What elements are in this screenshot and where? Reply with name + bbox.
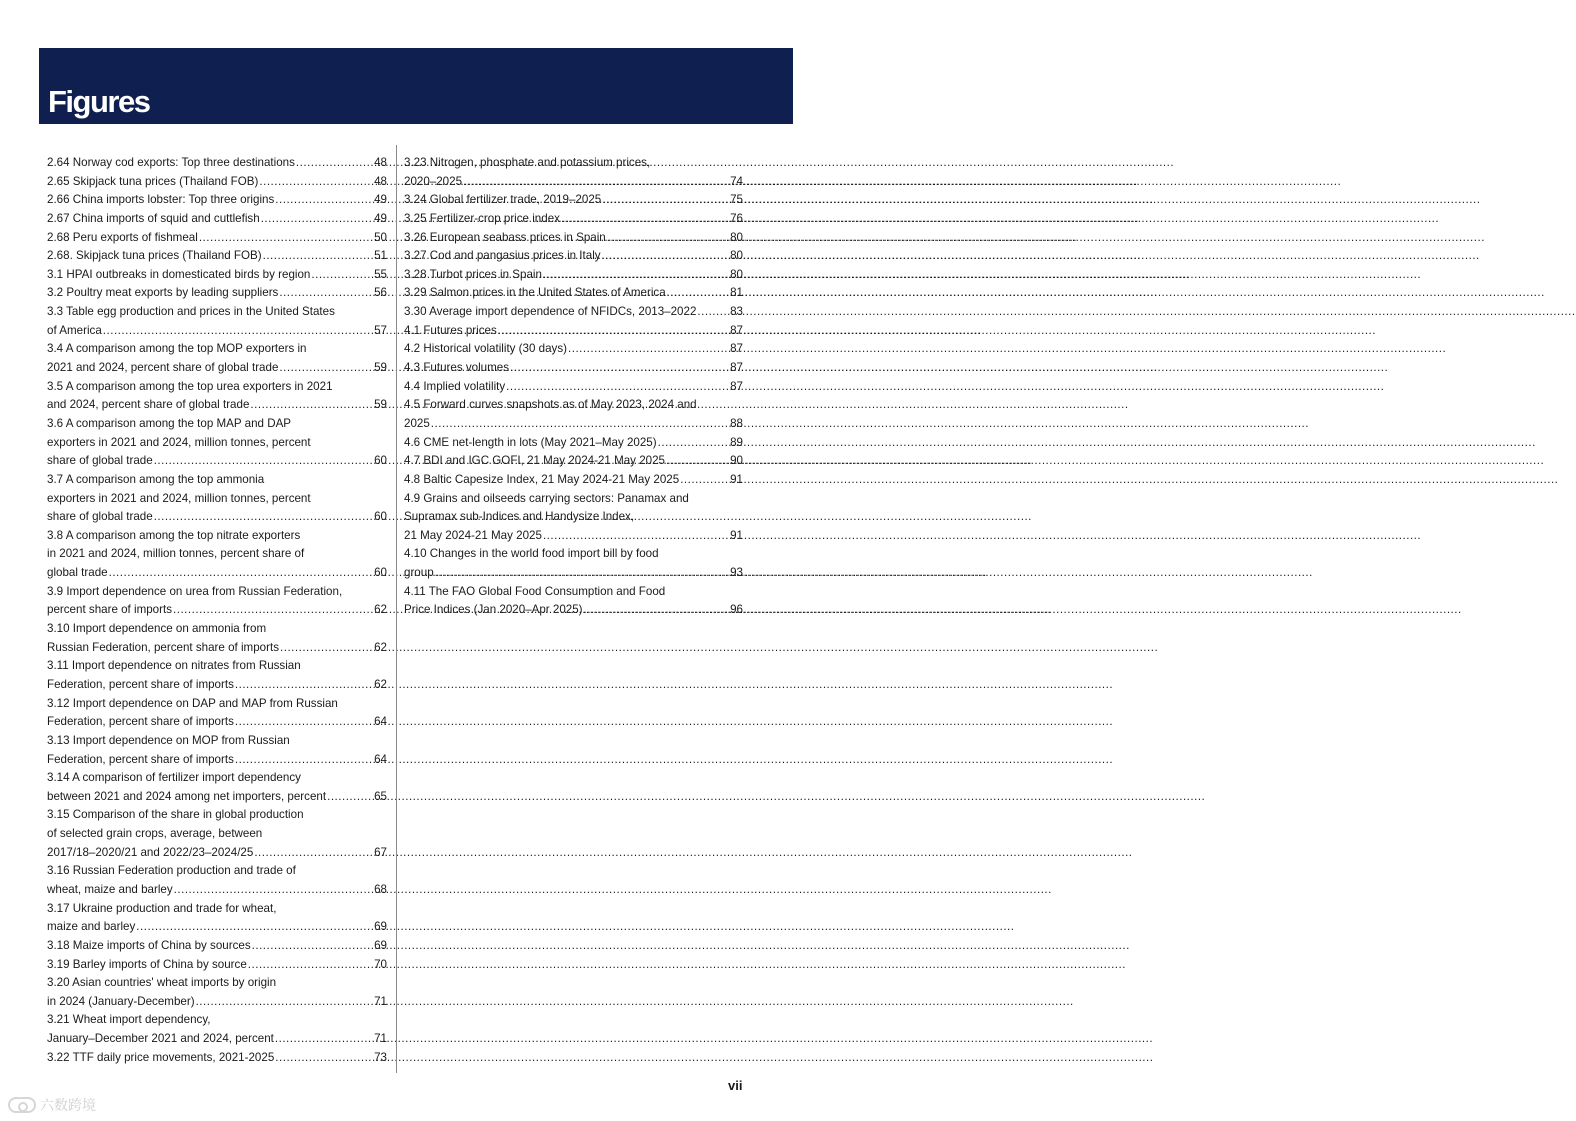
toc-page-number: 67 [374, 845, 387, 859]
toc-entry-line [47, 844, 387, 863]
watermark [8, 1095, 96, 1115]
dot-leader [280, 639, 373, 658]
toc-page-number: 65 [374, 789, 387, 803]
toc-entry-line [47, 545, 387, 564]
toc-entry[interactable] [404, 322, 743, 341]
page-number: vii [728, 1078, 743, 1093]
toc-entry-line [404, 303, 743, 322]
toc-entry-line [404, 191, 743, 210]
dot-leader [506, 378, 729, 397]
dot-leader [275, 1049, 373, 1068]
page-title: Figures [48, 84, 150, 119]
toc-entry-title: 3.7 A comparison among the top ammonia [47, 472, 265, 486]
toc-entry-line [47, 620, 387, 639]
toc-entry-title: 3.18 Maize imports of China by sources [47, 938, 251, 952]
toc-entry-line [47, 695, 387, 714]
toc-page-number: 80 [730, 267, 743, 281]
toc-entry-line [47, 956, 387, 975]
toc-entry-line [404, 266, 743, 285]
toc-entry-title: 3.9 Import dependence on urea from Russian Federation, [47, 584, 343, 598]
toc-entry-line [404, 173, 743, 192]
dot-leader [174, 881, 373, 900]
toc-page-number: 69 [374, 920, 387, 934]
dot-leader [327, 788, 373, 807]
toc-entry-line [404, 508, 743, 527]
dot-leader [658, 434, 729, 453]
toc-entry[interactable] [404, 359, 743, 378]
toc-entry-title: 3.27 Cod and pangasius prices in Italy [404, 249, 601, 263]
toc-page-number: 87 [730, 379, 743, 393]
toc-page-number: 48 [374, 156, 387, 169]
toc-page-number: 87 [730, 361, 743, 375]
toc-entry-line [47, 229, 387, 248]
toc-entry-title: share of global trade [47, 510, 153, 524]
toc-entry-title: 3.6 A comparison among the top MAP and DAP [47, 416, 292, 430]
toc-left-column [47, 154, 387, 1067]
dot-leader [235, 676, 373, 695]
dot-leader [103, 322, 373, 341]
toc-entry[interactable] [404, 229, 743, 248]
dot-leader [173, 601, 373, 620]
toc-entry-title: 2025 [404, 416, 430, 430]
toc-entry-line [404, 340, 743, 359]
toc-entry-line [404, 322, 743, 341]
toc-entry[interactable] [404, 471, 743, 490]
toc-page-number: 62 [374, 640, 387, 654]
toc-entry-line [47, 452, 387, 471]
toc-entry[interactable] [47, 527, 387, 583]
toc-entry-title: maize and barley [47, 920, 136, 934]
toc-page-number: 87 [730, 323, 743, 337]
toc-page-number: 74 [730, 174, 743, 188]
watermark-text: 六数跨境 [40, 1097, 96, 1113]
toc-entry[interactable] [404, 583, 743, 620]
toc-entry[interactable] [404, 210, 743, 229]
dot-leader [154, 452, 373, 471]
toc-entry-line [404, 545, 743, 564]
toc-entry[interactable] [47, 583, 387, 620]
toc-entry-title: 3.16 Russian Federation production and trade of [47, 864, 296, 878]
toc-entry-title: 3.25 Fertilizer-crop price index [404, 211, 560, 225]
dot-leader [666, 452, 729, 471]
dot-leader [196, 993, 374, 1012]
toc-entry[interactable] [47, 266, 387, 285]
toc-entry-title: 3.17 Ukraine production and trade for wheat, [47, 901, 277, 915]
toc-entry-title: 3.20 Asian countries' wheat imports by origin [47, 976, 277, 990]
toc-entry-line [404, 527, 743, 546]
toc-entry-title: 2.68. Skipjack tuna prices (Thailand FOB) [47, 249, 262, 263]
toc-entry-line [404, 490, 743, 509]
toc-page-number: 83 [730, 305, 743, 319]
dot-leader [279, 284, 373, 303]
toc-entry[interactable] [47, 974, 387, 1011]
toc-page-number: 59 [374, 361, 387, 375]
toc-entry-line [47, 396, 387, 415]
toc-entry-line [47, 359, 387, 378]
toc-page-number: 64 [374, 752, 387, 766]
toc-page-number: 62 [374, 603, 387, 617]
dot-leader [498, 322, 729, 341]
toc-entry[interactable] [47, 1049, 387, 1068]
toc-entry-line [47, 806, 387, 825]
toc-page-number: 70 [374, 957, 387, 971]
toc-entry-title: 4.7 BDI and IGC GOFI, 21 May 2024-21 May 2025 [404, 454, 665, 468]
dot-leader [568, 340, 729, 359]
toc-page-number: 76 [730, 211, 743, 225]
toc-entry-line [47, 173, 387, 192]
toc-entry[interactable] [404, 191, 743, 210]
toc-entry-title: 3.4 A comparison among the top MOP exporters in [47, 342, 307, 356]
toc-entry[interactable] [47, 173, 387, 192]
dot-leader [584, 601, 730, 620]
dot-leader [602, 191, 729, 210]
toc-entry-title: 3.1 HPAI outbreaks in domesticated birds by region [47, 267, 311, 281]
toc-entry-title: 3.23 Nitrogen, phosphate and potassium prices, [404, 156, 651, 169]
toc-entry-line [404, 434, 743, 453]
dot-leader [154, 508, 373, 527]
toc-page-number: 50 [374, 230, 387, 244]
toc-entry-line [47, 378, 387, 397]
toc-entry-title: exporters in 2021 and 2024, million tonnes, percent [47, 491, 311, 505]
toc-entry-title: 3.5 A comparison among the top urea exporters in 2021 [47, 379, 333, 393]
toc-page-number: 64 [374, 715, 387, 729]
toc-entry[interactable] [404, 452, 743, 471]
toc-entry-line [47, 471, 387, 490]
toc-entry-line [404, 210, 743, 229]
toc-page-number: 96 [730, 603, 743, 617]
toc-entry-line [404, 284, 743, 303]
toc-entry-line [47, 881, 387, 900]
toc-entry[interactable] [47, 340, 387, 377]
toc-entry-line [47, 601, 387, 620]
toc-page-number: 75 [730, 193, 743, 207]
dot-leader [275, 191, 373, 210]
toc-entry-title: 3.12 Import dependence on DAP and MAP from Russian [47, 696, 338, 710]
dot-leader [311, 266, 373, 285]
toc-entry-title: 2017/18–2020/21 and 2022/23–2024/25 [47, 845, 254, 859]
toc-entry-line [47, 900, 387, 919]
toc-page-number: 88 [730, 416, 743, 430]
header-banner [39, 48, 793, 124]
toc-entry[interactable] [47, 732, 387, 769]
toc-entry-line [47, 340, 387, 359]
watermark-logo-icon [8, 1097, 36, 1113]
toc-entry[interactable] [47, 303, 387, 340]
toc-entry[interactable] [404, 247, 743, 266]
toc-entry-title: 2.66 China imports lobster: Top three origins [47, 193, 275, 207]
toc-entry-line [404, 154, 743, 173]
toc-entry-line [404, 247, 743, 266]
toc-entry-line [404, 378, 743, 397]
toc-entry-title: 4.10 Changes in the world food import bill by food [404, 547, 659, 561]
toc-entry-title: 3.8 A comparison among the top nitrate exporters [47, 528, 301, 542]
toc-entry[interactable] [404, 340, 743, 359]
toc-entry-title: 3.15 Comparison of the share in global production [47, 808, 304, 822]
toc-entry-line [404, 396, 743, 415]
toc-entry-line [404, 564, 743, 583]
toc-entry-line [47, 1030, 387, 1049]
toc-entry-title: 2.65 Skipjack tuna prices (Thailand FOB) [47, 174, 259, 188]
toc-entry-line [404, 415, 743, 434]
toc-entry-title: 3.11 Import dependence on nitrates from Russian [47, 659, 301, 673]
toc-entry-line [47, 303, 387, 322]
toc-entry-line [47, 862, 387, 881]
toc-entry-title: 2021 and 2024, percent share of global trade [47, 361, 279, 375]
toc-entry-title: 3.3 Table egg production and prices in the United States [47, 305, 335, 319]
toc-entry-title: 4.2 Historical volatility (30 days) [404, 342, 568, 356]
toc-page-number: 80 [730, 249, 743, 263]
toc-entry[interactable] [47, 471, 387, 527]
toc-entry-title: percent share of imports [47, 603, 173, 617]
toc-entry-title: 3.13 Import dependence on MOP from Russian [47, 733, 290, 747]
toc-entry-title: 4.11 The FAO Global Food Consumption and Food [404, 584, 666, 598]
toc-entry-line [47, 657, 387, 676]
toc-entry[interactable] [47, 937, 387, 956]
dot-leader [543, 527, 729, 546]
toc-entry-title: 3.21 Wheat import dependency, [47, 1013, 211, 1027]
toc-entry[interactable] [404, 378, 743, 397]
toc-entry-title: between 2021 and 2024 among net importers, percent [47, 789, 327, 803]
dot-leader [279, 359, 373, 378]
toc-entry-line [47, 434, 387, 453]
toc-entry-line [404, 452, 743, 471]
toc-page-number: 62 [374, 677, 387, 691]
toc-entry-line [47, 266, 387, 285]
dot-leader [199, 229, 373, 248]
toc-entry-title: 3.19 Barley imports of China by source [47, 957, 247, 971]
toc-entry[interactable] [404, 434, 743, 453]
toc-entry-title: share of global trade [47, 454, 153, 468]
toc-entry[interactable] [47, 210, 387, 229]
dot-leader [275, 1030, 373, 1049]
toc-entry-line [47, 918, 387, 937]
toc-entry-line [47, 713, 387, 732]
toc-entry-title: in 2021 and 2024, million tonnes, percent share of [47, 547, 305, 561]
toc-page-number: 51 [374, 249, 387, 263]
column-divider [396, 145, 397, 1073]
dot-leader [250, 396, 373, 415]
toc-entry-title: 4.9 Grains and oilseeds carrying sectors: Panamax and [404, 491, 689, 505]
toc-entry-line [47, 210, 387, 229]
toc-entry-title: 4.4 Implied volatility [404, 379, 506, 393]
toc-entry-title: and 2024, percent share of global trade [47, 398, 250, 412]
toc-entry-title: 3.24 Global fertilizer trade, 2019–2025 [404, 193, 602, 207]
toc-entry-title: 2.67 China imports of squid and cuttlefish [47, 211, 260, 225]
dot-leader [109, 564, 374, 583]
toc-page-number: 60 [374, 454, 387, 468]
toc-entry[interactable] [47, 956, 387, 975]
toc-page-number: 55 [374, 267, 387, 281]
toc-entry-title: 4.6 CME net-length in lots (May 2021–May 2025) [404, 435, 657, 449]
toc-page-number: 71 [374, 994, 387, 1008]
toc-page-number: 57 [374, 323, 387, 337]
toc-entry-line [47, 1049, 387, 1068]
toc-entry-title: wheat, maize and barley [47, 882, 173, 896]
toc-entry-title: 3.30 Average import dependence of NFIDCs, 2013–2022 [404, 305, 697, 319]
toc-entry[interactable] [404, 266, 743, 285]
toc-entry-line [47, 415, 387, 434]
toc-entry[interactable] [47, 378, 387, 415]
dot-leader [235, 713, 373, 732]
toc-entry-title: Supramax sub-Indices and Handysize Index, [404, 510, 635, 524]
toc-entry-title: 3.14 A comparison of fertilizer import dependency [47, 771, 301, 785]
dot-leader [607, 229, 729, 248]
toc-entry-line [47, 993, 387, 1012]
toc-entry-line [47, 937, 387, 956]
toc-entry-line [47, 676, 387, 695]
toc-entry-title: in 2024 (January-December) [47, 994, 195, 1008]
toc-entry[interactable] [47, 806, 387, 862]
dot-leader [296, 154, 373, 173]
toc-page-number: 89 [730, 435, 743, 449]
toc-entry-line [47, 974, 387, 993]
toc-page-number: 59 [374, 398, 387, 412]
toc-page-number: 56 [374, 286, 387, 300]
toc-page-number: 48 [374, 174, 387, 188]
dot-leader [248, 956, 373, 975]
toc-page-number: 68 [374, 882, 387, 896]
dot-leader [136, 918, 373, 937]
toc-entry-line [47, 191, 387, 210]
toc-entry[interactable] [47, 862, 387, 899]
toc-page-number: 71 [374, 1032, 387, 1046]
toc-page-number: 91 [730, 472, 743, 486]
toc-entry-title: exporters in 2021 and 2024, million tonnes, percent [47, 435, 311, 449]
toc-entry-line [47, 508, 387, 527]
toc-page-number: 90 [730, 454, 743, 468]
dot-leader [435, 564, 729, 583]
toc-entry-line [47, 247, 387, 266]
toc-entry-line [404, 601, 743, 620]
toc-entry[interactable] [47, 769, 387, 806]
toc-page-number: 60 [374, 566, 387, 580]
toc-page-number: 60 [374, 510, 387, 524]
toc-entry[interactable] [47, 191, 387, 210]
dot-leader [697, 303, 729, 322]
toc-page-number: 73 [374, 1050, 387, 1064]
toc-right-column [404, 154, 743, 620]
toc-entry[interactable] [47, 657, 387, 694]
toc-entry-line [47, 583, 387, 602]
toc-entry-line [47, 1011, 387, 1030]
toc-entry[interactable] [404, 284, 743, 303]
toc-entry-title: Price Indices (Jan 2020–Apr 2025) [404, 603, 583, 617]
dot-leader [667, 284, 729, 303]
dot-leader [543, 266, 729, 285]
dot-leader [602, 247, 730, 266]
dot-leader [680, 471, 729, 490]
toc-entry-title: 4.1 Futures prices [404, 323, 497, 337]
toc-entry[interactable] [47, 247, 387, 266]
toc-entry-title: Federation, percent share of imports [47, 752, 234, 766]
toc-page-number: 81 [730, 286, 743, 300]
dot-leader [261, 210, 373, 229]
toc-entry[interactable] [47, 695, 387, 732]
toc-entry-line [47, 284, 387, 303]
dot-leader [561, 210, 729, 229]
toc-entry-line [404, 583, 743, 602]
toc-page-number: 69 [374, 938, 387, 952]
toc-entry-line [47, 788, 387, 807]
dot-leader [252, 937, 373, 956]
toc-entry-title: 2020–2025 [404, 174, 463, 188]
toc-entry-line [404, 359, 743, 378]
toc-entry-line [47, 825, 387, 844]
toc-entry-line [47, 769, 387, 788]
toc-entry-title: Federation, percent share of imports [47, 677, 234, 691]
toc-entry-title: 4.5 Forward curves snapshots as of May 2023, 2024 and [404, 398, 697, 412]
toc-entry[interactable] [47, 415, 387, 471]
toc-entry-line [47, 490, 387, 509]
toc-entry-line [404, 471, 743, 490]
toc-entry[interactable] [47, 229, 387, 248]
toc-entry-title: of selected grain crops, average, between [47, 827, 263, 841]
toc-entry[interactable] [47, 1011, 387, 1048]
dot-leader [510, 359, 729, 378]
toc-entry-title: 4.8 Baltic Capesize Index, 21 May 2024-21 May 2025 [404, 472, 680, 486]
toc-entry-title: 2.64 Norway cod exports: Top three destinations [47, 156, 295, 169]
toc-entry-title: 3.2 Poultry meat exports by leading suppliers [47, 286, 279, 300]
toc-entry-line [47, 527, 387, 546]
toc-entry-line [47, 732, 387, 751]
dot-leader [463, 173, 729, 192]
toc-entry[interactable] [47, 154, 387, 173]
toc-entry-title: 3.29 Salmon prices in the United States of America [404, 286, 666, 300]
toc-page-number: 49 [374, 193, 387, 207]
toc-entry-title: 3.26 European seabass prices in Spain [404, 230, 606, 244]
toc-entry-title: Federation, percent share of imports [47, 715, 234, 729]
toc-entry-title: 21 May 2024-21 May 2025 [404, 528, 542, 542]
toc-entry-title: 4.3 Futures volumes [404, 361, 510, 375]
toc-entry[interactable] [404, 490, 743, 546]
toc-entry-line [404, 229, 743, 248]
toc-entry[interactable] [404, 396, 743, 433]
toc-page-number: 80 [730, 230, 743, 244]
toc-entry[interactable] [404, 303, 743, 322]
toc-entry[interactable] [47, 900, 387, 937]
toc-entry[interactable] [404, 154, 743, 191]
toc-entry-title: 2.68 Peru exports of fishmeal [47, 230, 198, 244]
toc-entry-line [47, 322, 387, 341]
toc-page-number: 91 [730, 528, 743, 542]
toc-entry-title: January–December 2021 and 2024, percent [47, 1032, 274, 1046]
toc-entry-line [47, 639, 387, 658]
toc-page-number: 49 [374, 211, 387, 225]
dot-leader [431, 415, 729, 434]
toc-entry-title: 3.10 Import dependence on ammonia from [47, 622, 267, 636]
toc-entry[interactable] [47, 620, 387, 657]
toc-entry-title: group [404, 566, 434, 580]
toc-entry-title: Russian Federation, percent share of imports [47, 640, 279, 654]
toc-page-number: 87 [730, 342, 743, 356]
toc-page-number: 93 [730, 566, 743, 580]
dot-leader [259, 173, 373, 192]
toc-entry[interactable] [47, 284, 387, 303]
toc-entry[interactable] [404, 545, 743, 582]
dot-leader [263, 247, 374, 266]
toc-entry-title: of America [47, 323, 102, 337]
toc-entry-title: 3.22 TTF daily price movements, 2021-2025 [47, 1050, 275, 1064]
toc-entry-line [47, 154, 387, 173]
toc-entry-title: global trade [47, 566, 108, 580]
toc-entry-line [47, 751, 387, 770]
dot-leader [235, 751, 373, 770]
toc-entry-line [47, 564, 387, 583]
dot-leader [254, 844, 373, 863]
toc-entry-title: 3.28 Turbot prices in Spain [404, 267, 542, 281]
